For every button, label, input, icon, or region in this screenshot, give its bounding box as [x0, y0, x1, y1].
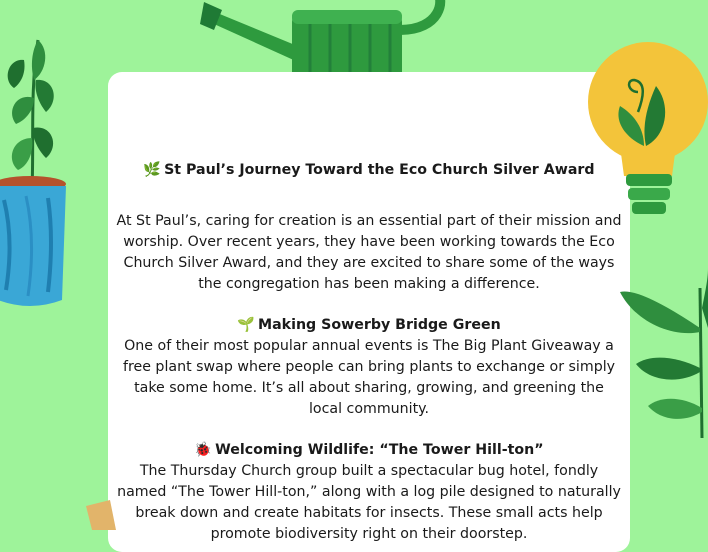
section-heading: 🐞 Welcoming Wildlife: “The Tower Hill-ton” [194, 442, 544, 458]
seedling-icon: 🌱 [237, 317, 255, 333]
section-body: One of their most popular annual events is The Big Plant Giveaway a free plant swap where people can bring plants to exchange or simply take some home. It’s all about sharing, growing, and greening the local community. [122, 338, 616, 417]
section-heading: 🌱 Making Sowerby Bridge Green [237, 317, 501, 333]
potted-plant-icon [0, 20, 84, 310]
section-body: The Thursday Church group built a spectacular bug hotel, fondly named “The Tower Hill-ton,” along with a log pile designed to naturally break down and create habitats for insects. These small acts help promote biodiversity right on their doorstep. [117, 463, 621, 542]
wood-piece-icon [80, 500, 120, 530]
ladybug-icon: 🐞 [194, 442, 213, 458]
article [116, 160, 622, 545]
leaves-icon [610, 268, 708, 438]
herb-icon: 🌿 [143, 162, 162, 178]
intro-paragraph: At St Paul’s, caring for creation is an essential part of their mission and worship. Over recent years, they have been working towards the Eco Church Silver Award, and they are excited to share some of the ways the congregation has been making a difference. [116, 213, 622, 292]
article-title: 🌿 St Paul’s Journey Toward the Eco Church Silver Award [143, 162, 595, 178]
